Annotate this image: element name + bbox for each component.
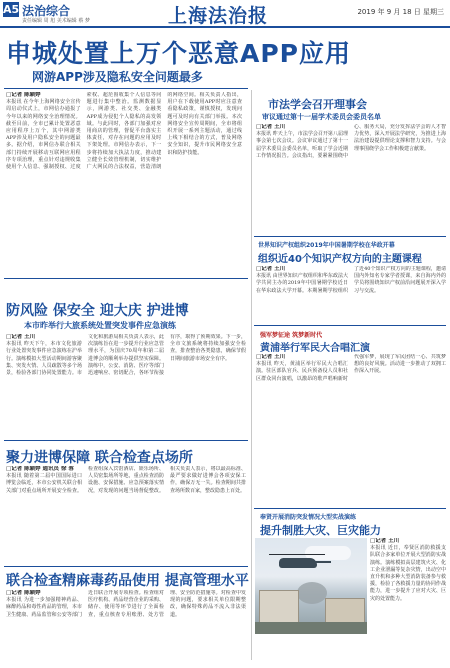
helicopter-rotor: [269, 554, 325, 555]
divider: [4, 278, 248, 279]
lead-byline: □记者 陈颖婷: [6, 92, 41, 98]
story7-kicker: 强军梦征途 筑梦新时代: [260, 332, 323, 339]
lead-headline: 申城处置上万个恶意APP应用: [6, 39, 351, 68]
story4-text: 本报讯 为进一步加强精神药品、麻醉药品和毒性药品的管理，本市卫生健康、药品监管和公安等部门近日联合开展专项检查。检查组对医疗机构、药品经营企业的采购、储存、使用等环节进行了全面检查，重点核查专用账册、处方管理、安全防范措施等。对检查中发现的问题，要求相关单位限期整改，确保特殊药品不流入非法渠道。: [6, 590, 246, 618]
story4-byline: □记者 陈颖婷: [6, 590, 41, 596]
page-number: A5: [3, 3, 20, 16]
issue-date: 2019 年 9 月 18 日: [357, 8, 421, 16]
newspaper-logo: 上海法治报: [168, 5, 269, 27]
story7-body: [256, 354, 446, 464]
story7-byline: □记者 王川: [256, 354, 286, 360]
divider: [4, 440, 248, 441]
editors-line: 责任编辑 周 旭 美术编辑 蔡 梦: [22, 18, 90, 24]
divider: [254, 236, 446, 237]
story7-headline: 黄浦举行军民大合唱汇演: [260, 343, 370, 354]
story8-text: 本报讯 近日，奉贤区消防救援支队联合多家单位开展大型消防实战演练。演练模拟高层建筑火灾、化工企业泄漏等复杂灾情，出动空中直升机和多种大型消防装备参与救援，检验了各救援力量的协同作战能力，进一步提升了应对大灾、巨灾的处置能力。: [370, 545, 446, 602]
column-divider: [251, 90, 252, 660]
story2-subheadline: 本市昨举行大旅系统处置突发事件应急演练: [24, 321, 176, 330]
masthead: [0, 0, 450, 28]
story8-kicker: 奉贤开展消防突发情况大型实战演练: [260, 514, 357, 521]
story5-headline: 市法学会召开理事会: [268, 98, 367, 111]
lead-text: 本报讯 在今年上海网络安全宣传周启动仪式上，市网信办通报了今年以来的网络安全治理情况。截至目前，全市已累计处置恶意应用程序上万个，其中网游类APP涉及用户隐私安全的问题最多。据介绍，市网信办联合相关部门持续开展移动互联网应用程序专项治理，重点针对违规收集使用个人信息、强制授权、过度索权、超范围收集个人信息等问题进行集中整治。监测数据显示，网游类、社交类、金融类APP成为侵犯个人隐私的高发领域。与此同时，各部门加强对应用商店的管理，督促平台落实主体责任，对存在问题的应用及时下架处理。市网信办表示，下一步将持续加大执法力度，推动建立健全长效管理机制，切实维护广大网民的合法权益，营造清朗的网络空间。相关负责人指出，用户在下载使用APP时应注意查看隐私政策，谨慎授权，发现问题可及时向有关部门举报。本次网络安全宣传周期间，全市将组织开展一系列主题活动，通过线上线下相结合的方式，普及网络安全知识，提升市民网络安全意识和防护技能。: [6, 92, 242, 171]
divider: [254, 508, 446, 509]
lead-subheadline: 网游APP涉及隐私安全问题最多: [32, 70, 203, 84]
issue-weekday: 星期三: [423, 8, 444, 16]
story8-body: [370, 538, 446, 664]
story2-text: 本报讯 昨天下午，本市文化旅游行业处置突发事件应急演练在沪举行。演练模拟大型活动期间游客聚集、突发火情、人员疏散等多个场景，检验各部门协同处置能力。市文化和旅游局相关负责人表示，此次演练旨在进一步提升行业应急管理水平，为国庆70周年和第二届进博会的顺利举办提供坚实保障。演练中，公安、消防、医疗等部门迅速响应、密切配合，各环节衔接有序，取得了预期效果。下一步，全市文旅系统将持续加强安全检查，排查整治各类隐患，确保节假日期间旅游市场安全有序。: [6, 334, 246, 377]
story6-text: 本报讯 由世界知识产权组织和华东政法大学共同主办的2019年中国暑期学校近日在华东政法大学开幕。本期暑期学校组织了近40个知识产权方向的主题课程，邀请国内外知名专家学者授课，来自海内外的学员将围绕知识产权前沿问题展开深入学习与交流。: [256, 266, 446, 294]
helicopter-tail: [315, 561, 331, 563]
divider: [4, 566, 248, 567]
helicopter: [279, 558, 317, 568]
story8-byline: □记者 王川: [370, 538, 400, 544]
story6-byline: □记者 王川: [256, 266, 286, 272]
news-photo: [255, 538, 367, 634]
story3-body: [6, 466, 246, 562]
story8-headline: 提升制胜大灾、巨灾能力: [260, 524, 381, 537]
divider: [4, 88, 248, 89]
divider: [254, 325, 446, 326]
story5-subheadline: 审议通过第十一届学术委员会委员名单: [262, 113, 381, 121]
story2-body: [6, 334, 246, 434]
story6-kicker: 世界知识产权组织2019年中国暑期学校在华政开幕: [258, 242, 395, 249]
lead-body: [6, 92, 242, 272]
dateline: [357, 7, 444, 17]
story3-headline: 聚力进博保障 联合检查点场所: [6, 450, 193, 466]
story5-text: 本报讯 昨天上午，市法学会召开第八届理事会第七次会议。会议审议通过了第十一届学术委员会委员名单，听取了学会近期工作情况报告。会议指出，要紧紧围绕中心、服务大局，充分发挥法学会的人才智力优势，深入开展法学研究，为推进上海法治建设提供理论支撑和智力支持。与会理事围绕学会工作积极建言献策。: [256, 124, 446, 159]
story5-byline: □记者 王川: [256, 124, 286, 130]
section-title: 法治综合: [22, 4, 71, 18]
smoke: [297, 582, 327, 604]
story3-text: 本报讯 随着第二届中国国际进口博览会临近，本市公安机关联合相关部门对重点场所开展安全检查。检查组深入宾馆酒店、娱乐场所、人员密集场所等地，重点检查消防设施、安保措施、应急预案落实情况，对发现的问题当场督促整改。相关负责人表示，将以最高标准、最严要求做好进博会各项安保工作，确保万无一失。检查期间共排查场所数百家，整改隐患上百处。: [6, 466, 246, 494]
ground: [255, 622, 367, 634]
story2-byline: □记者 王川: [6, 334, 36, 340]
story2-headline: 防风险 保安全 迎大庆 护进博: [6, 303, 189, 319]
story4-body: [6, 590, 246, 664]
story6-body: [256, 266, 446, 320]
story5-body: [256, 124, 446, 234]
story3-byline: □记者 陈颖婷 通讯员 徐 蓉: [6, 466, 74, 472]
story6-headline: 组织近40个知识产权方向的主题课程: [258, 254, 422, 265]
story7-text: 本报讯 昨天，黄浦区举行军民大合唱汇演。驻区部队官兵、民兵预备役人员和社区群众同台演唱，以激昂的歌声唱响新时代强军梦，展现了军民团结一心、共筑梦想的良好风貌。活动进一步推动了双拥工作深入开展。: [256, 354, 446, 382]
story4-headline: 联合检查精麻毒药品使用 提高管理水平: [6, 573, 249, 589]
